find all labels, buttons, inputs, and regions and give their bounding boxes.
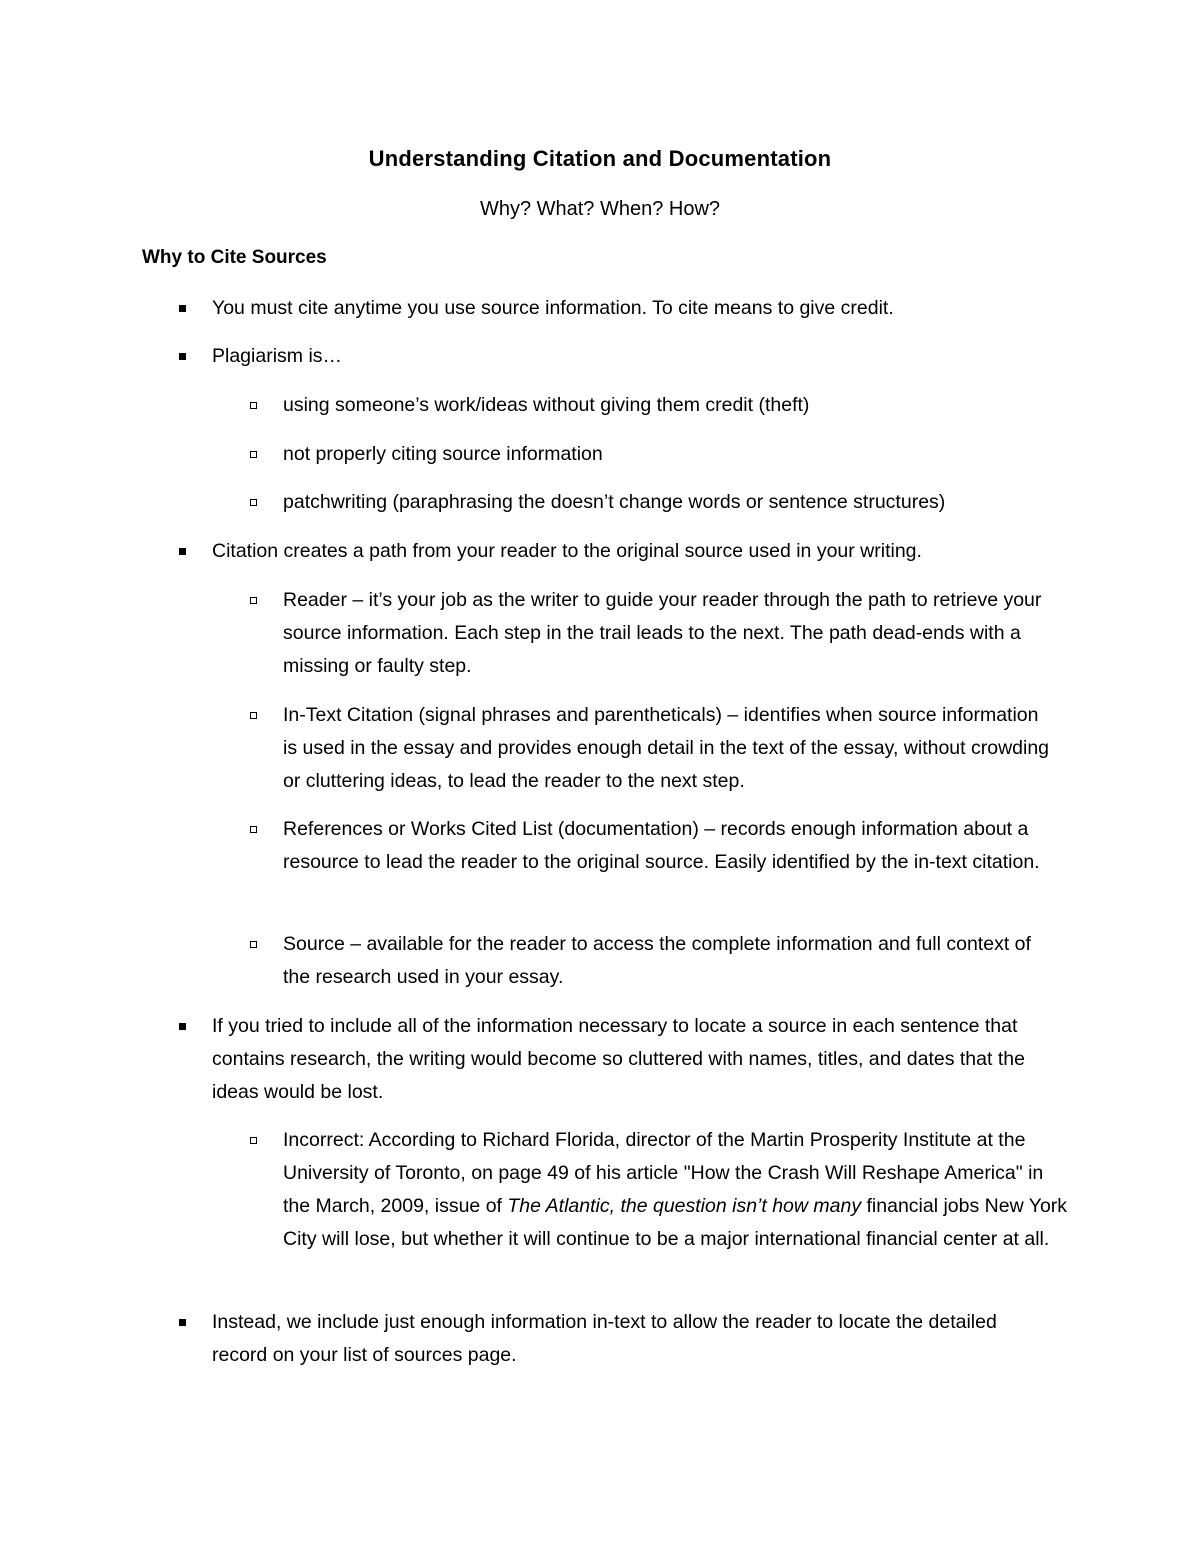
sub-list-item [283, 928, 1043, 994]
list-item [212, 292, 1092, 325]
sub-list-item [283, 438, 1083, 471]
sub-list-item [283, 1124, 1073, 1256]
hollow-square-bullet-icon [250, 597, 257, 604]
sub-list-item-text: Reader – it’s your job as the writer to guide your reader through the path to retrieve your source information. Each step in the trail leads to the next. The path dead-ends with a missing or faulty step. [283, 589, 1042, 677]
sub-list-item-text: Source – available for the reader to access the complete information and full context of the research used in your essay. [283, 933, 1031, 988]
sub-list-item-text: patchwriting (paraphrasing the doesn’t change words or sentence structures) [283, 491, 946, 513]
sub-list-item-text: not properly citing source information [283, 443, 603, 465]
square-bullet-icon [179, 1023, 186, 1030]
sub-list-item [283, 699, 1053, 798]
list-item-text: You must cite anytime you use source information. To cite means to give credit. [212, 297, 894, 319]
list-item [212, 1306, 1042, 1372]
sub-list-item [283, 389, 1083, 422]
sub-list-item [283, 584, 1043, 683]
hollow-square-bullet-icon [250, 499, 257, 506]
hollow-square-bullet-icon [250, 941, 257, 948]
sub-list-item [283, 486, 1083, 519]
square-bullet-icon [179, 1319, 186, 1326]
sub-list-item-text: using someone’s work/ideas without giving them credit (theft) [283, 394, 810, 416]
sub-list-item-text: In-Text Citation (signal phrases and parentheticals) – identifies when source information is used in the essay and provides enough detail in the text of the essay, without crowding or cluttering ideas, to lead the reader to the next step. [283, 704, 1050, 792]
hollow-square-bullet-icon [250, 402, 257, 409]
list-item-text: Plagiarism is… [212, 345, 343, 367]
sub-list-item-text: References or Works Cited List (documentation) – records enough information about a resource to lead the reader to the original source. Easily identified by the in-text citation. [283, 818, 1040, 873]
document-subtitle: Why? What? When? How? [479, 198, 721, 220]
hollow-square-bullet-icon [250, 712, 257, 719]
list-item-text: Citation creates a path from your reader to the original source used in your writing. [212, 540, 922, 562]
list-item [212, 340, 1092, 373]
list-item-text: If you tried to include all of the information necessary to locate a source in each sentence that contains research, the writing would become so cluttered with names, titles, and dates that the ideas would be lost. [212, 1015, 1025, 1103]
example-text-part2: financial jobs New York City will lose, but whether it will continue to be a major international financial center at all. [283, 1195, 1068, 1250]
sub-list-item-text [283, 1124, 1073, 1256]
list-item [212, 535, 1092, 568]
list-item [212, 1010, 1042, 1109]
square-bullet-icon [179, 305, 186, 312]
square-bullet-icon [179, 548, 186, 555]
section-heading: Why to Cite Sources [142, 247, 327, 268]
hollow-square-bullet-icon [250, 826, 257, 833]
sub-list-item [283, 813, 1073, 879]
hollow-square-bullet-icon [250, 1137, 257, 1144]
document-title: Understanding Citation and Documentation [368, 146, 832, 171]
square-bullet-icon [179, 353, 186, 360]
list-item-text: Instead, we include just enough information in-text to allow the reader to locate the detailed record on your list of sources page. [212, 1311, 997, 1366]
example-text-part1: Incorrect: According to Richard Florida, director of the Martin Prosperity Institute at the University of Toronto, on page 49 of his article "How the Crash Will Reshape America" in the March, 2009, issue of [283, 1129, 1044, 1217]
example-italic-text: The Atlantic, the question isn’t how many [507, 1195, 862, 1217]
hollow-square-bullet-icon [250, 451, 257, 458]
